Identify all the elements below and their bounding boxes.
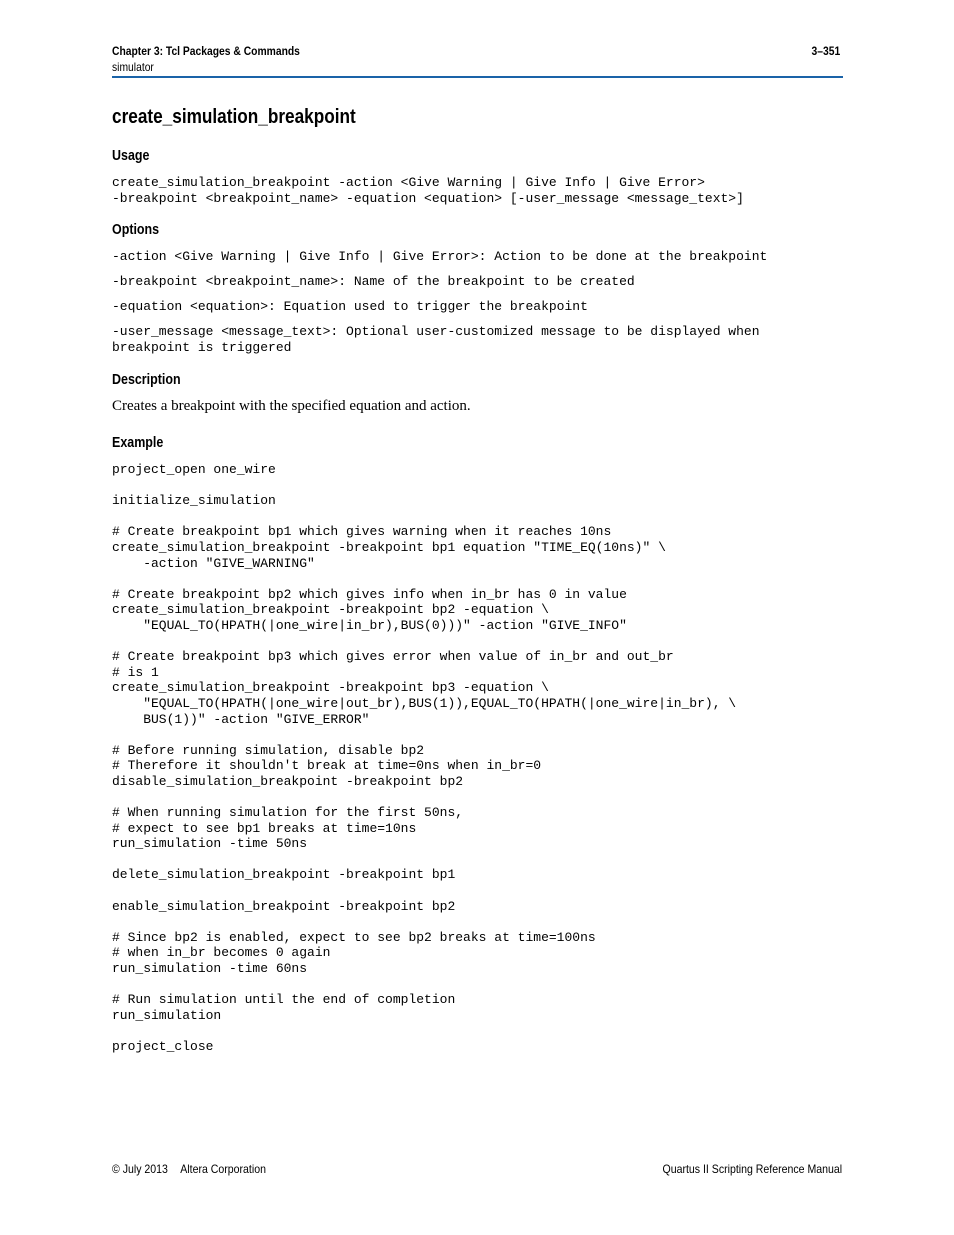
page-header xyxy=(112,44,842,74)
usage-heading: Usage xyxy=(112,148,150,164)
footer-manual-title: Quartus II Scripting Reference Manual xyxy=(662,1162,842,1176)
footer-date: © July 2013 xyxy=(112,1162,168,1176)
chapter-title: Chapter 3: Tcl Packages & Commands xyxy=(112,44,300,58)
option-user-message: -user_message <message_text>: Optional user-customized message to be displayed when breakpoint is triggered xyxy=(112,324,760,355)
section-name: simulator xyxy=(112,60,154,74)
usage-code: create_simulation_breakpoint -action <Give Warning | Give Info | Give Error> -breakpoint <breakpoint_name> -equation <equation> [-user_message <message_text>] xyxy=(112,175,744,206)
example-code: project_open one_wire initialize_simulation # Create breakpoint bp1 which gives warning when it reaches 10ns create_simulation_breakpoint -breakpoint bp1 equation "TIME_EQ(10ns)" \ -action "GIVE_WARNING" # Create breakpoint bp2 which gives info when in_br has 0 in value create_simulation_breakpoint -breakpoint bp2 -equation \ "EQUAL_TO(HPATH(|one_wire|in_br),BUS(0)))" -action "GIVE_INFO" # Create breakpoint bp3 which gives error when value of in_br and out_br # is 1 create_simulation_breakpoint -breakpoint bp3 -equation \ "EQUAL_TO(HPATH(|one_wire|out_br),BUS(1)),EQUAL_TO(HPATH(|one_wire|in_br), \ BUS(1))" -action "GIVE_ERROR" # Before running simulation, disable bp2 # Therefore it shouldn't break at time=0ns when in_br=0 disable_simulation_breakpoint -breakpoint bp2 # When running simulation for the first 50ns, # expect to see bp1 breaks at time=10ns run_simulation -time 50ns delete_simulation_breakpoint -breakpoint bp1 enable_simulation_breakpoint -breakpoint bp2 # Since bp2 is enabled, expect to see bp2 breaks at time=100ns # when in_br becomes 0 again run_simulation -time 60ns # Run simulation until the end of completion run_simulation project_close xyxy=(112,462,737,1054)
option-equation: -equation <equation>: Equation used to trigger the breakpoint xyxy=(112,299,588,314)
footer-company: Altera Corporation xyxy=(180,1162,266,1176)
description-heading: Description xyxy=(112,372,181,388)
description-text: Creates a breakpoint with the specified equation and action. xyxy=(112,398,471,414)
footer-left xyxy=(112,1162,266,1176)
header-line xyxy=(112,44,840,58)
page-number: 3–351 xyxy=(811,44,841,58)
options-heading: Options xyxy=(112,222,160,238)
example-heading: Example xyxy=(112,435,164,451)
header-rule xyxy=(112,76,843,78)
option-breakpoint: -breakpoint <breakpoint_name>: Name of the breakpoint to be created xyxy=(112,274,635,289)
page-title: create_simulation_breakpoint xyxy=(112,106,356,128)
option-action: -action <Give Warning | Give Info | Give Error>: Action to be done at the breakpoint xyxy=(112,249,768,264)
